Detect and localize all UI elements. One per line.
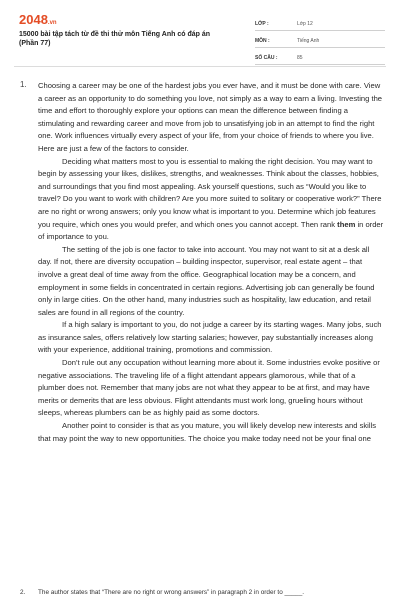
paragraph-text: Deciding what matters most to you is essential to making the right decision. You may want to begin by assessing your likes, dislikes, strengths, and weaknesses. Think about the classes, hobbies, and surroundings that you find most appealing. Ask yourself questions, such as “Would you like to travel? Do you want to work with children? Are you more suited to solitary or cooperative work?” There are no right or wrong answers; only you know what is important to you. Determine which job features you require, which ones you would prefer, and which ones you cannot accept. Then rank	[38, 156, 382, 229]
logo-main: 2048	[19, 12, 48, 27]
meta-row-count	[255, 48, 385, 65]
question-number: 2.	[20, 589, 26, 596]
meta-row-subject	[255, 31, 385, 48]
meta-label: MÔN :	[255, 38, 270, 44]
passage-paragraph: Choosing a career may be one of the hardest jobs you ever have, and it must be done with care. View a career as an opportunity to do something you love, not simply as a way to earn a living. Investing the time and effort to thoroughly explore your options can mean the difference between finding a stimulating and rewarding career and move from job to unsatisfying job in an attempt to find the right one. Work influences virtually every aspect of your life, from your choice of friends to where you live. Here are just a few of the factors to consider.	[38, 81, 383, 153]
site-logo[interactable]	[19, 12, 57, 27]
logo-sub: .vn	[47, 20, 57, 26]
meta-row-class	[255, 14, 385, 31]
meta-table	[255, 14, 385, 65]
document-header	[0, 0, 400, 64]
question-number: 1.	[20, 80, 27, 89]
passage-paragraph: If a high salary is important to you, do not judge a career by its starting wages. Many jobs, such as insurance sales, offers relatively low starting salaries; however, pay substantially increases along with your experience, additional training, promotions and commission.	[38, 320, 382, 355]
meta-value: 85	[297, 55, 303, 61]
header-divider	[14, 66, 386, 67]
reading-passage	[38, 80, 384, 445]
meta-value: Tiếng Anh	[297, 38, 320, 44]
bold-word: them	[337, 219, 356, 229]
passage-paragraph: Another point to consider is that as you mature, you will likely develop new interests and skills that may point the way to new opportunities. The choice you make today need not be your final one	[38, 421, 377, 443]
title-line-1: 15000 bài tập tách từ đề thi thử môn Tiếng Anh có đáp án	[19, 31, 210, 38]
title-line-2: (Phần 77)	[19, 40, 51, 47]
question-text: The author states that “There are no right or wrong answers” in paragraph 2 in order to _____.	[38, 589, 305, 596]
question-1	[20, 80, 384, 445]
passage-paragraph	[38, 156, 384, 244]
paragraph-text-end: in order of importance to you.	[38, 219, 384, 242]
passage-paragraph: The setting of the job is one factor to take into account. You may not want to sit at a desk all day. If not, there are diversity occupation – building inspector, supervisor, real estate agent – that involve a great deal of time away from the office. Geographical location may be a concern, and employment in some fields in concentrated in certain regions. Advertising job can generally be found only in large cities. On the other hand, many industries such as hospitality, law education, and retail sales are found in all regions of the country.	[38, 244, 375, 317]
meta-label: SỐ CÂU :	[255, 55, 278, 61]
document-title	[19, 30, 239, 48]
meta-value: Lớp 12	[297, 21, 313, 27]
passage-paragraph: Don’t rule out any occupation without learning more about it. Some industries evoke positive or negative associations. The traveling life of a flight attendant appears glamorous, while that of a plumber does not. Remember that many jobs are not what they appear to be at first, and may have merits or demerits that are less obvious. Flight attendants must work long, grueling hours without sleeps, whereas plumbers can be as highly paid as some doctors.	[38, 358, 380, 418]
meta-label: LỚP :	[255, 21, 269, 27]
